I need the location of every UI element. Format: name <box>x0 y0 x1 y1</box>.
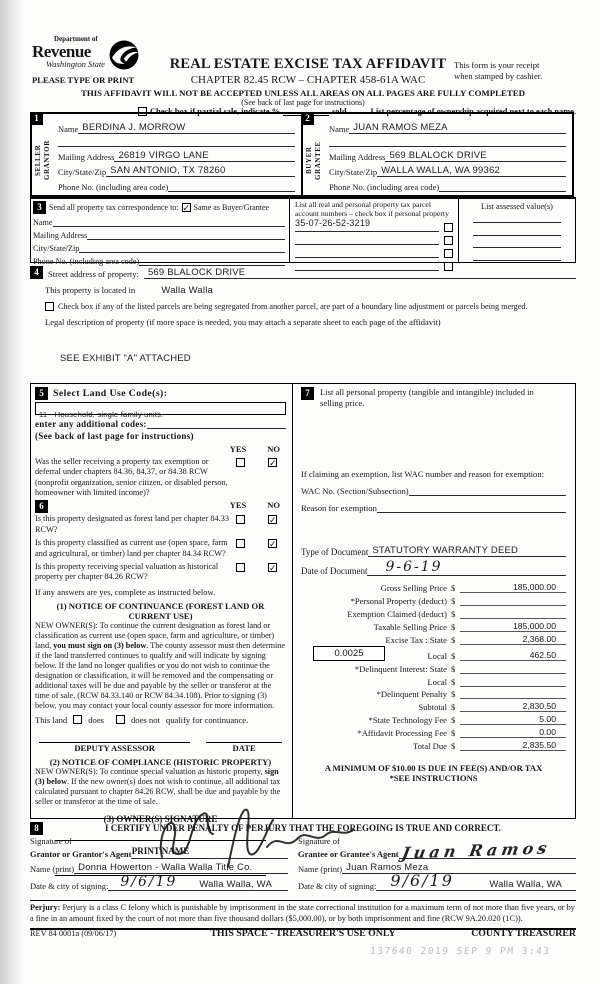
wac-row <box>301 481 566 496</box>
print-name-label: PRINT NAME <box>131 845 190 856</box>
dollar-sign: $ <box>451 715 456 726</box>
q6c-yes-checkbox[interactable] <box>236 563 245 572</box>
q6b-yes-checkbox[interactable] <box>236 539 245 548</box>
receipt-note <box>454 60 576 82</box>
fee-label: Exemption Claimed (deduct) <box>347 609 447 620</box>
perjury-body: Perjury is a class C felony which is punishable by imprisonment in the state correctional institution for a maximum term of not more than five years, or by a fine in an amount fixed by the court of not more than five thousand dollars ($5,000.00), or by both imprisonment and fine (RCW 9A.20.020 (1C)). <box>30 903 575 923</box>
fee-label: Gross Selling Price <box>380 583 447 594</box>
notice2-pre: NEW OWNER(S): To continue special valuation as historic property, <box>35 766 265 776</box>
fee-row-excise-state <box>301 632 566 645</box>
notice-continuance-body <box>35 621 286 711</box>
doc-type-value: STATUTORY WARRANTY DEED <box>372 545 519 557</box>
fee-value-field[interactable]: 2,368.00 <box>460 634 566 645</box>
notice2-bold: sign (3) below <box>35 766 279 786</box>
corr-name-row <box>33 214 285 227</box>
receipt-note-line1: This form is your receipt <box>454 60 540 70</box>
form-subtitle: CHAPTER 82.45 RCW – CHAPTER 458-61A WAC <box>190 74 426 86</box>
notice1-post: . The county assessor must then determine if the land transferred continues to qualify and will indicate by signing below. If the land no longer qualifies or you do not wish to continue the designation or classification, it will be removed and the compensating or additional taxes will be due and payable by the seller or transferor at the time of sale. (RCW 84.33.140 or RCW 84.34.108). Prior to signing (3) below, you may contact your local county assessor for more information. <box>35 640 286 710</box>
land-use-title: Select Land Use Code(s): <box>53 388 168 399</box>
right-column <box>293 384 575 818</box>
section-8-number: 8 <box>30 822 43 835</box>
warning-line: THIS AFFIDAVIT WILL NOT BE ACCEPTED UNLESS ALL AREAS ON ALL PAGES ARE FULLY COMPLETED <box>81 88 525 98</box>
parcel-row-3 <box>295 245 453 258</box>
segregated-checkbox[interactable] <box>45 302 54 311</box>
fee-label: Total Due <box>412 741 447 752</box>
buyer-side-label-2: GRANTEE <box>314 141 322 180</box>
buyer-name-field[interactable] <box>349 122 566 134</box>
question-6c-text: Is this property receiving special valuation as historical property per chapter 84.26 RCW? <box>35 561 219 582</box>
located-value: Walla Walla <box>161 285 214 296</box>
wac-field[interactable] <box>409 495 566 496</box>
buyer-csz-value: WALLA WALLA, WA 99362 <box>381 165 500 176</box>
land-use-title-row <box>35 387 286 400</box>
qualify-label: qualify for continuance. <box>165 714 249 725</box>
buyer-csz-row <box>329 162 566 177</box>
fee-row-subtotal <box>301 699 566 712</box>
fee-label: *State Technology Fee <box>368 715 447 726</box>
same-as-buyer-checkbox[interactable] <box>182 203 191 212</box>
fee-row-total <box>301 738 566 751</box>
no-header-5: NO <box>267 444 280 454</box>
fee-value-field[interactable]: 185,000.00 <box>460 582 566 593</box>
agency-logo-text <box>32 36 105 69</box>
buyer-csz-field[interactable] <box>377 165 566 177</box>
seller-box <box>30 112 303 197</box>
parcel-header: List all real and personal property tax parcel account numbers – check box if personal property <box>295 200 449 218</box>
fee-row-penalty <box>301 687 566 700</box>
grantee-name-value: Juan Ramos Meza <box>346 862 429 873</box>
grantor-date-label: Date & city of signing: <box>30 881 109 891</box>
reason-field[interactable] <box>377 512 566 513</box>
fee-row-processing-fee <box>301 725 566 738</box>
buyer-side-label <box>305 129 323 192</box>
buyer-phone-row <box>329 177 566 192</box>
footer-row <box>30 928 576 939</box>
qualify-row <box>35 715 286 725</box>
does-not-checkbox[interactable] <box>116 715 125 724</box>
fee-row-delinquent-state <box>301 661 566 674</box>
agency-dept-label: Department of <box>54 35 98 43</box>
notice-continuance-title: (1) NOTICE OF CONTINUANCE (FOREST LAND OR CURRENT USE) <box>56 600 265 621</box>
grantor-sig-label-2: Grantor or Grantor's Agent <box>30 849 132 859</box>
fee-label: Excise Tax : State <box>385 634 447 645</box>
located-label: This property is located in <box>45 285 136 295</box>
seller-name-label: Name <box>58 124 79 134</box>
treasurer-receipt-stamp: 137640 2019 SEP 9 PM 3:43 <box>369 946 551 957</box>
dollar-sign: $ <box>451 689 456 700</box>
seller-mailing-value: 26819 VIRGO LANE <box>118 150 209 161</box>
personal-property-text: List all personal property (tangible and intangible) included in selling price. <box>320 387 534 409</box>
see-back-note: (See back of last page for instructions) <box>241 98 365 107</box>
wac-label: WAC No. (Section/Subsection) <box>301 486 409 497</box>
question-6a-row <box>35 514 286 535</box>
doc-date-row <box>301 559 566 576</box>
assessed-field-4[interactable] <box>473 248 561 261</box>
perjury-label: Perjury: <box>30 903 61 912</box>
partial-sale-suffix: sold. <box>332 107 349 116</box>
grantee-sig-label-1: Signature of <box>298 836 340 846</box>
grantor-date-row <box>30 874 288 891</box>
assessor-date-label: DATE <box>232 742 256 753</box>
fee-row-tech-fee <box>301 712 566 725</box>
correspondence-header-row <box>33 201 285 214</box>
doc-date-field[interactable] <box>367 559 566 576</box>
doc-date-label: Date of Document <box>301 566 368 577</box>
question-5-text: Was the seller receiving a property tax exemption or deferral under chapters 84.36, 84.37, or 84.38 RCW (nonprofit organization, senior citizen, or disabled person, homeowner with limited income)? <box>35 457 228 498</box>
buyer-name-value: JUAN RAMOS MEZA <box>353 122 448 133</box>
fee-value-field[interactable]: 185,000.00 <box>460 621 566 632</box>
street-address-row <box>30 266 576 279</box>
fee-row-personal <box>301 593 566 606</box>
parcel-numbers-col <box>289 199 459 262</box>
grantor-city-value: Walla Walla, WA <box>199 879 272 890</box>
see-back-instructions: (See back of last page for instructions) <box>35 431 194 441</box>
receipt-note-line2: when stamped by cashier. <box>454 71 543 82</box>
corr-phone-label: Phone No. (including area code) <box>33 257 140 266</box>
doc-type-row <box>301 543 566 557</box>
land-use-code-value: 11 - Household, single family units. <box>39 410 164 419</box>
form-rev-number: REV 84 0001a (09/06/17) <box>30 929 117 938</box>
additional-codes-field[interactable] <box>147 428 286 429</box>
dollar-sign: $ <box>451 676 456 687</box>
parcel-personal-checkbox-1[interactable] <box>444 223 453 232</box>
corr-csz-field[interactable] <box>79 252 285 253</box>
seller-name-row <box>58 120 295 134</box>
buyer-csz-label: City/State/Zip <box>329 167 378 177</box>
street-address-field[interactable] <box>144 267 576 279</box>
parcel-row-2 <box>295 232 453 245</box>
seller-name-value: BERDINA J. MORROW <box>82 122 186 133</box>
yes-header-5: YES <box>229 444 247 454</box>
assessed-field-3[interactable] <box>473 236 561 249</box>
corr-mailing-row <box>33 227 285 240</box>
assessed-field-2[interactable] <box>473 223 561 236</box>
owners-signature-title: (3) OWNER(S) SIGNATURE <box>103 813 218 824</box>
exemption-note: If claiming an exemption, list WAC number and reason for exemption: <box>301 469 545 480</box>
notice1-pre: NEW OWNER(S): To continue the current designation as forest land or classification as current use (open space, farm and agriculture, or timber) land, <box>35 620 275 650</box>
seller-side-label-1: SELLER <box>34 144 42 177</box>
dollar-sign: $ <box>451 663 456 674</box>
perjury-note <box>30 900 576 930</box>
dollar-sign: $ <box>451 702 456 713</box>
no-header-6: NO <box>267 500 280 511</box>
parcel-row-1 <box>295 219 453 232</box>
does-label: does <box>88 714 104 725</box>
corr-mailing-label: Mailing Address <box>33 231 88 240</box>
fee-label: *Delinquent Penalty <box>376 689 447 700</box>
seller-mailing-row <box>58 147 295 162</box>
section-6-number: 6 <box>35 500 48 513</box>
form-title: REAL ESTATE EXCISE TAX AFFIDAVIT <box>169 56 447 72</box>
reason-row <box>301 498 566 513</box>
grantee-sig-label-2: Grantee or Grantee's Agent <box>298 849 399 859</box>
revenue-swirl-icon <box>107 38 141 72</box>
dollar-sign: $ <box>451 728 456 739</box>
fee-value-field[interactable]: 0.00 <box>460 727 566 738</box>
section-3 <box>30 197 576 266</box>
buyer-phone-field[interactable] <box>439 191 566 192</box>
fee-table <box>301 580 566 751</box>
seller-blank-field[interactable] <box>58 146 295 147</box>
grantor-date-field[interactable] <box>108 874 288 891</box>
dollar-sign: $ <box>451 634 456 645</box>
doc-type-field[interactable] <box>368 545 566 557</box>
yes-no-header-5 <box>35 444 286 454</box>
checkmark-icon: ✓ <box>182 203 191 213</box>
fee-label: Subtotal <box>418 702 447 713</box>
seller-mailing-field[interactable] <box>114 150 295 162</box>
agency-name: Revenue <box>32 42 91 61</box>
corr-csz-label: City/State/Zip <box>33 244 80 253</box>
seller-side-label-2: GRANTOR <box>43 140 51 181</box>
dollar-sign: $ <box>451 583 456 594</box>
checkmark-icon: ✓ <box>269 515 277 526</box>
assessed-field-1[interactable] <box>473 211 561 223</box>
fee-label: Local <box>427 650 447 661</box>
yes-no-header-6 <box>230 500 286 513</box>
q5-no-checkbox[interactable] <box>268 458 277 467</box>
fee-row-taxable <box>301 619 566 632</box>
fee-value-field[interactable]: 5.00 <box>460 714 566 725</box>
corr-name-field[interactable] <box>53 226 285 227</box>
agency-logo <box>32 36 141 72</box>
seller-csz-field[interactable] <box>106 165 295 177</box>
seller-phone-field[interactable] <box>168 191 295 192</box>
legal-description-value: SEE EXHIBIT "A" ATTACHED <box>60 353 191 364</box>
grantee-date-row <box>298 871 576 891</box>
personal-property-row <box>301 387 566 409</box>
street-address-value: 569 BLALOCK DRIVE <box>147 267 246 278</box>
deputy-assessor-label: DEPUTY ASSESSOR <box>74 742 155 753</box>
notice2-post: . If the new owner(s) does not wish to continue, all additional tax calculated pursuant to chapter 84.26 RCW, shall be due and payable by the seller or transferor at the time of sale. <box>35 776 281 806</box>
send-correspondence-label: Send all property tax correspondence to: <box>49 203 179 212</box>
q6a-no-checkbox[interactable] <box>268 515 277 524</box>
fee-value-field[interactable]: 462.50 <box>460 650 566 661</box>
buyer-mailing-row <box>329 147 566 162</box>
fee-row-local <box>301 645 566 661</box>
does-checkbox[interactable] <box>73 715 82 724</box>
parcel-personal-checkbox-2[interactable] <box>444 236 453 245</box>
fee-label: Local <box>427 676 447 687</box>
grantee-date-field[interactable] <box>376 871 576 891</box>
dollar-sign: $ <box>451 609 456 620</box>
question-5-row <box>35 457 286 498</box>
same-as-buyer-label: Same as Buyer/Grantee <box>193 203 270 212</box>
seller-csz-label: City/State/Zip <box>58 167 107 177</box>
section-5-number: 5 <box>35 387 48 400</box>
if-yes-note: If any answers are yes, complete as instructed below. <box>35 586 216 597</box>
seller-csz-row <box>58 162 295 177</box>
fee-row-gross <box>301 580 566 593</box>
notice-compliance-title: (2) NOTICE OF COMPLIANCE (HISTORIC PROPERTY) <box>49 756 272 767</box>
street-address-label: Street address of property: <box>48 269 139 279</box>
section-2-number: 2 <box>301 112 314 125</box>
buyer-side-label-1: BUYER <box>305 146 313 175</box>
seller-side-label <box>34 129 52 192</box>
doc-date-value: 9-6-19 <box>385 559 443 576</box>
grantee-name-label: Name (print) <box>298 864 343 874</box>
checkmark-icon: ✓ <box>269 458 277 468</box>
section-4 <box>30 266 576 383</box>
q6c-no-checkbox[interactable] <box>268 563 277 572</box>
tax-correspondence-col <box>31 199 289 266</box>
fee-label: *Delinquent Interest: State <box>354 663 447 674</box>
grantee-signature-scribble: Juan Ramos <box>400 838 552 863</box>
land-use-select[interactable] <box>35 402 286 419</box>
assessed-values-col <box>459 199 575 262</box>
title-block <box>158 56 458 86</box>
segregated-label: Check box if any of the listed parcels are being segregated from another parcel, are part of a boundary line adjustment or parcels being merged. <box>58 302 528 311</box>
minimum-fee-note: A MINIMUM OF $10.00 IS DUE IN FEE(S) AND/OR TAX <box>324 763 543 774</box>
scan-edge <box>0 0 26 984</box>
seller-phone-label: Phone No. (including area code) <box>58 182 169 192</box>
q5-yes-checkbox[interactable] <box>236 458 245 467</box>
question-6a-text: Is this property designated as forest land per chapter 84.33 RCW? <box>35 514 229 534</box>
buyer-mailing-label: Mailing Address <box>329 152 386 162</box>
type-or-print-label: PLEASE TYPE OR PRINT <box>32 75 135 85</box>
this-land-label: This land <box>35 714 68 725</box>
party-boxes <box>30 112 574 197</box>
corr-phone-row <box>33 253 285 266</box>
partial-sale-label: Check box if partial sale, indicate % <box>150 107 281 116</box>
buyer-phone-label: Phone No. (including area code) <box>329 182 440 192</box>
buyer-mailing-field[interactable] <box>385 150 566 162</box>
grantee-date-label: Date & city of signing: <box>298 881 377 891</box>
section-1-number: 1 <box>30 112 43 125</box>
seller-phone-row <box>58 177 295 192</box>
checkmark-icon: ✓ <box>269 539 277 550</box>
question-6b-text: Is this property classified as current use (open space, farm and agricultural, or timber) land per chapter 84.34 RCW? <box>35 538 228 558</box>
ownership-note: List percentage of ownership acquired next to each name. <box>370 107 576 116</box>
seller-blank-row <box>58 134 295 147</box>
dollar-sign: $ <box>451 741 456 752</box>
grantor-name-label: Name (print) <box>30 864 75 874</box>
additional-codes-label: enter any additional codes: <box>35 419 147 429</box>
q6a-yes-checkbox[interactable] <box>236 515 245 524</box>
buyer-blank-field[interactable] <box>329 146 566 147</box>
buyer-name-row <box>329 120 566 134</box>
question-6b-row <box>35 538 286 559</box>
doc-type-label: Type of Document <box>301 547 369 558</box>
fee-label: *Affidavit Processing Fee <box>357 728 447 739</box>
seller-csz-value: SAN ANTONIO, TX 78260 <box>110 165 226 176</box>
fee-label: Taxable Selling Price <box>373 621 447 632</box>
assessor-labels-row <box>35 743 286 753</box>
fee-value-field[interactable]: 2,835.50 <box>460 740 566 751</box>
grantee-date-value: 9/6/19 <box>390 871 454 890</box>
treasurer-space-label: THIS SPACE - TREASURER'S USE ONLY <box>210 928 396 939</box>
reason-label: Reason for exemption <box>301 503 377 514</box>
buyer-box <box>301 112 574 197</box>
fee-label: *Personal Property (deduct) <box>350 596 447 607</box>
see-instructions-note: *SEE INSTRUCTIONS <box>389 773 478 784</box>
dollar-sign: $ <box>451 596 456 607</box>
buyer-mailing-value: 569 BLALOCK DRIVE <box>389 150 487 161</box>
section-3-number: 3 <box>33 201 46 214</box>
parcel-number-value: 35-07-26-52-3219 <box>295 217 371 228</box>
county-treasurer-label: COUNTY TREASURER <box>471 928 576 939</box>
buyer-blank-row <box>329 134 566 147</box>
yes-header-6: YES <box>229 500 247 511</box>
segregated-row <box>45 302 576 311</box>
does-not-label: does not <box>131 714 160 725</box>
located-row <box>45 285 576 296</box>
section-7-number: 7 <box>301 387 314 400</box>
local-rate-box: 0.0025 <box>313 646 385 661</box>
parcel-field-2[interactable] <box>295 244 439 245</box>
dollar-sign: $ <box>451 650 456 661</box>
fee-value-field[interactable]: 2,830.50 <box>460 701 566 712</box>
fee-row-exemption <box>301 606 566 619</box>
buyer-name-label: Name <box>329 124 350 134</box>
question-6c-row <box>35 562 286 583</box>
grantor-sig-label-1: Signature of <box>30 836 72 846</box>
certify-statement: I CERTIFY UNDER PENALTY OF PERJURY THAT THE FOREGOING IS TRUE AND CORRECT. <box>104 823 501 833</box>
grantee-signature-field[interactable] <box>399 838 576 863</box>
grantee-city-value: Walla Walla, WA <box>489 879 562 890</box>
section-6-header-row <box>35 500 286 513</box>
form-header <box>30 34 576 116</box>
corr-mailing-field[interactable] <box>87 239 285 240</box>
parcel-personal-checkbox-3[interactable] <box>444 249 453 258</box>
corr-name-label: Name <box>33 218 53 227</box>
assessed-header: List assessed value(s) <box>481 202 553 211</box>
parcel-field-3[interactable] <box>295 257 439 258</box>
grantor-signature-scribble <box>148 801 363 873</box>
grantor-name-value: Donna Howerton - Walla Walla Title Co. <box>78 862 253 873</box>
fee-row-delinquent-local <box>301 674 566 687</box>
grantor-date-value: 9/6/19 <box>120 874 178 890</box>
notice1-bold: you must sign on (3) below <box>53 640 147 650</box>
corr-csz-row <box>33 240 285 253</box>
dollar-sign: $ <box>451 621 456 632</box>
seller-name-field[interactable] <box>78 122 295 134</box>
seller-mailing-label: Mailing Address <box>58 152 115 162</box>
q6b-no-checkbox[interactable] <box>268 539 277 548</box>
agency-state-label: Washington State <box>46 59 105 69</box>
checkmark-icon: ✓ <box>269 562 277 573</box>
section-8 <box>30 821 576 897</box>
section-4-number: 4 <box>30 266 43 279</box>
legal-description-label: Legal description of property (if more space is needed, you may attach a separate sheet to each page of the affidavit) <box>45 317 441 327</box>
